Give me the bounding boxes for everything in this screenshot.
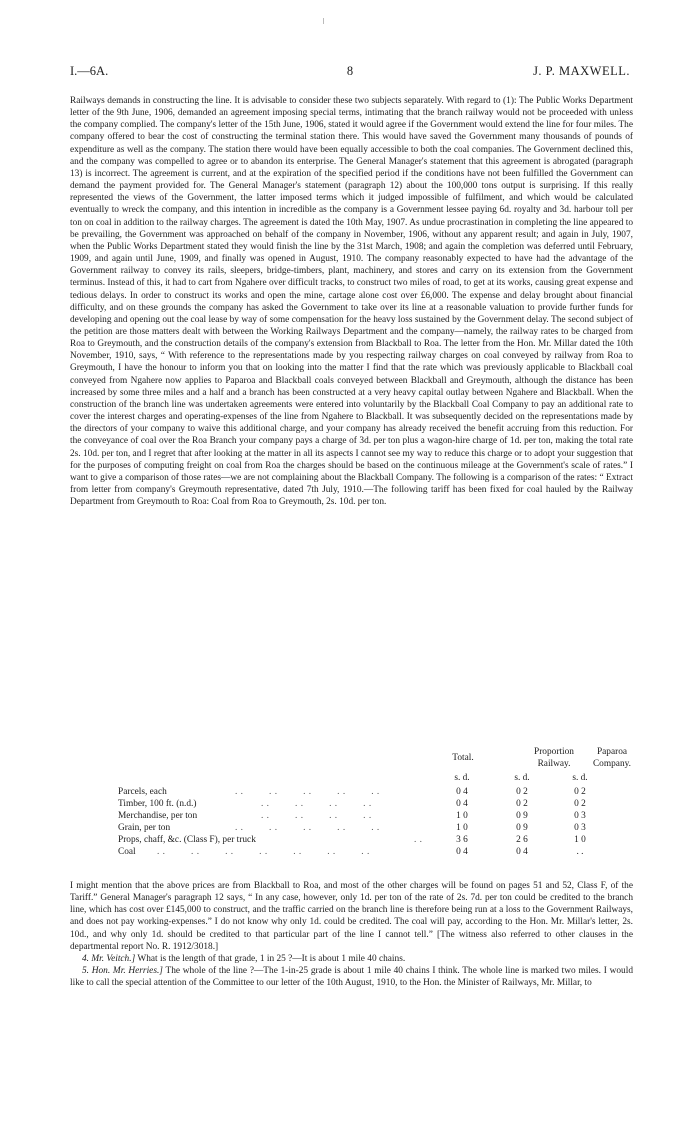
table-row bbox=[70, 810, 633, 822]
units-label: s. d. bbox=[514, 773, 530, 783]
evidence-paragraph-1 bbox=[70, 95, 633, 508]
page-header bbox=[70, 64, 630, 82]
value-railway: 2 6 bbox=[516, 835, 528, 845]
dot-leader: . . . . . . . . bbox=[261, 799, 372, 809]
value-railway: 0 9 bbox=[516, 811, 528, 821]
dot-leader: . . bbox=[414, 835, 423, 845]
value-railway: 0 4 bbox=[516, 847, 528, 857]
value-total: 1 0 bbox=[456, 823, 468, 833]
tariff-item: Timber, 100 ft. (n.d.) bbox=[118, 799, 197, 809]
units-label: s. d. bbox=[572, 773, 588, 783]
value-total: 0 4 bbox=[456, 799, 468, 809]
value-total: 1 0 bbox=[456, 811, 468, 821]
value-company: 0 3 bbox=[574, 823, 586, 833]
units-label: s. d. bbox=[454, 773, 470, 783]
header-label: Proportion bbox=[534, 747, 574, 757]
value-total: 3 6 bbox=[456, 835, 468, 845]
witness-name: J. P. MAXWELL. bbox=[533, 64, 630, 78]
header-label: Company. bbox=[592, 759, 632, 769]
tariff-item: Merchandise, per ton bbox=[118, 811, 198, 821]
question-5 bbox=[70, 965, 633, 989]
question-4 bbox=[70, 953, 633, 965]
question-speaker: 4. Mr. Veitch.] bbox=[82, 953, 136, 964]
table-row bbox=[70, 798, 633, 810]
page-mark bbox=[323, 18, 324, 24]
value-company: 0 3 bbox=[574, 811, 586, 821]
table-row bbox=[70, 786, 633, 798]
value-company: 0 2 bbox=[574, 799, 586, 809]
value-company: 1 0 bbox=[574, 835, 586, 845]
header-label: Total. bbox=[452, 753, 474, 763]
dot-leader: . . . . . . . . . . bbox=[235, 787, 380, 797]
value-railway: 0 2 bbox=[516, 787, 528, 797]
column-header-total bbox=[438, 746, 488, 764]
value-company: 0 2 bbox=[574, 787, 586, 797]
paragraph-text: I might mention that the above prices are from Blackball to Roa, and most of the other charges will be found on pages 51 and 52, Class F, of the Tariff.” General Manager's paragraph 12 says, “ In any case, however, only 1d. per ton of the rate of 2s. 7d. per ton could be credited to the branch line, which has cost over £145,000 to construct, and the traffic carried on the branch line is therefore being run at a loss to the Government Railways, and does not pay working-expenses.” I do not know why only 1d. could be credited. The coal will pay, according to the Hon. Mr. Millar's letter, 2s. 10d., and why only 1d. should be credited to that particular part of the line I cannot tell.” [The witness also referred to other clauses in the departmental report No. R. 1912/3018.] bbox=[70, 881, 633, 952]
tariff-item: Props, chaff, &c. (Class F), per truck bbox=[118, 835, 256, 845]
value-railway: 0 2 bbox=[516, 799, 528, 809]
value-company: . . bbox=[576, 847, 584, 857]
dot-leader: . . . . . . . . bbox=[261, 811, 372, 821]
header-label: Railway. bbox=[537, 759, 571, 769]
tariff-table bbox=[70, 746, 633, 874]
tariff-item: Parcels, each bbox=[118, 787, 167, 797]
table-row bbox=[70, 834, 633, 846]
question-text: What is the length of that grade, 1 in 25 ?—It is about 1 mile 40 chains. bbox=[135, 953, 406, 964]
table-row bbox=[70, 822, 633, 834]
value-railway: 0 9 bbox=[516, 823, 528, 833]
column-header-company bbox=[578, 746, 646, 770]
parliamentary-paper-ref: I.—6A. bbox=[70, 64, 109, 78]
value-total: 0 4 bbox=[456, 787, 468, 797]
header-label: Paparoa bbox=[596, 747, 628, 757]
evidence-paragraph-2 bbox=[70, 880, 633, 989]
page-number: 8 bbox=[346, 64, 354, 78]
dot-leader: . . . . . . . . . . . . . . bbox=[157, 847, 370, 857]
tariff-item: Coal bbox=[118, 847, 136, 857]
dot-leader: . . . . . . . . . . bbox=[235, 823, 380, 833]
question-speaker: 5. Hon. Mr. Herries.] bbox=[82, 966, 163, 977]
table-row bbox=[70, 846, 633, 858]
paragraph-text: Railways demands in constructing the line. It is advisable to consider these two subjects separately. With regard to (1): The Public Works Department letter of the 9th June, 1906, demanded an agreement imposing special terms, intimating that the branch railway would not be proceeded with unless the company complied. The company's letter of the 15th June, 1906, stated it would agree if the Government would extend the line for four miles. The company offered to bear the cost of constructing the terminal station there. This would have saved the Government many thousands of pounds of expenditure as well as the company. The station there would have been equally accessible to both the coal companies. The Government declined this, and the company was compelled to agree or to abandon its enterprise. The General Manager's statement that this agreement is abrogated (paragraph 13) is incorrect. The agreement is current, and at the expiration of the specified period if the conditions have not been fulfilled the Government can demand the payment provided for. The General Manager's statement (paragraph 12) about the 100,000 tons output is surprising. If this really represented the views of the Government, the latter imposed terms which it judged impossible of fulfilment, and which would be calculated eventually to wreck the company, and this intention in incredible as the company is a Government lessee paying 6d. royalty and 3d. harbour toll per ton on coal in addition to the railway charges. The agreement is dated the 10th May, 1907. As undue procrastination in completing the line appeared to be prevailing, the Government was approached on behalf of the company in November, 1906, without any apparent result; and again in July, 1907, when the Public Works Department stated they would finish the line by the 31st March, 1908; and again the completion was deferred until February, 1909, and again until June, 1909, and finally was opened in August, 1910. The company reasonably expected to have had the advantage of the Government railway to convey its rails, sleepers, bridge-timbers, plant, machinery, and stores and carry on its extension from the Government terminus. Instead of this, it had to cart from Ngahere over difficult tracks, to construct two miles of road, to get at its works, causing great expense and tedious delays. In order to construct its works and open the mine, cartage alone cost over £6,000. The expense and delay brought about financial difficulty, and on these grounds the company has asked the Government to take over its line at a reasonable valuation to provide further funds for developing and opening out the coal lease by way of some compensation for the heavy loss sustained by the Government delay. The second subject of the petition are those matters dealt with between the Working Railways Department and the company—namely, the railway rates to be charged from Roa to Greymouth, and the construction details of the company's extension from Blackball to Roa. The letter from the Hon. Mr. Millar dated the 10th November, 1910, says, “ With reference to the representations made by you respecting railway charges on coal conveyed by railway from Roa to Greymouth, I have the honour to inform you that on looking into the matter I find that the rate which was previously applicable to Blackball coal conveyed from Ngahere now applies to Paparoa and Blackball coals conveyed between Blackball and Greymouth, although the distance has been increased by some three miles and a half and a branch has been constructed at a very heavy capital outlay between Ngahere and Blackball. When the construction of the branch line was undertaken agreements were entered into voluntarily by the Blackball Coal Company to pay an additional rate to cover the interest charges and operating-expenses of the line from Ngahere to Blackball. It was subsequently decided on the representations made by the directors of your company to waive this additional charge, and your company has already received the benefit accruing from this reduction. For the conveyance of coal over the Roa Branch your company pays a charge of 3d. per ton plus a wagon-hire charge of 1d. per ton, making the total rate 2s. 10d. per ton, and I regret that after looking at the matter in all its aspects I cannot see my way to reduce this charge or to adopt your suggestion that for the purposes of computing freight on coal from Roa the charges should be based on the continuous mileage at the Government's scale of rates.” I want to give a comparison of those rates—we are not complaining about the Blackball Company. The following is a comparison of the rates: “ Extract from letter from company's Greymouth representative, dated 7th July, 1910.—The following tariff has been fixed for coal hauled by the Railway Department from Greymouth to Roa: Coal from Roa to Greymouth, 2s. 10d. per ton. bbox=[70, 96, 633, 508]
value-total: 0 4 bbox=[456, 847, 468, 857]
tariff-item: Grain, per ton bbox=[118, 823, 171, 833]
question-text: The whole of the line ?—The 1-in-25 grade is about 1 mile 40 chains I think. The whole line is marked two miles. I would like to call the special attention of the Committee to our letter of the 10th August, 1910, to the Hon. the Minister of Railways, Mr. Millar, to bbox=[70, 966, 633, 989]
